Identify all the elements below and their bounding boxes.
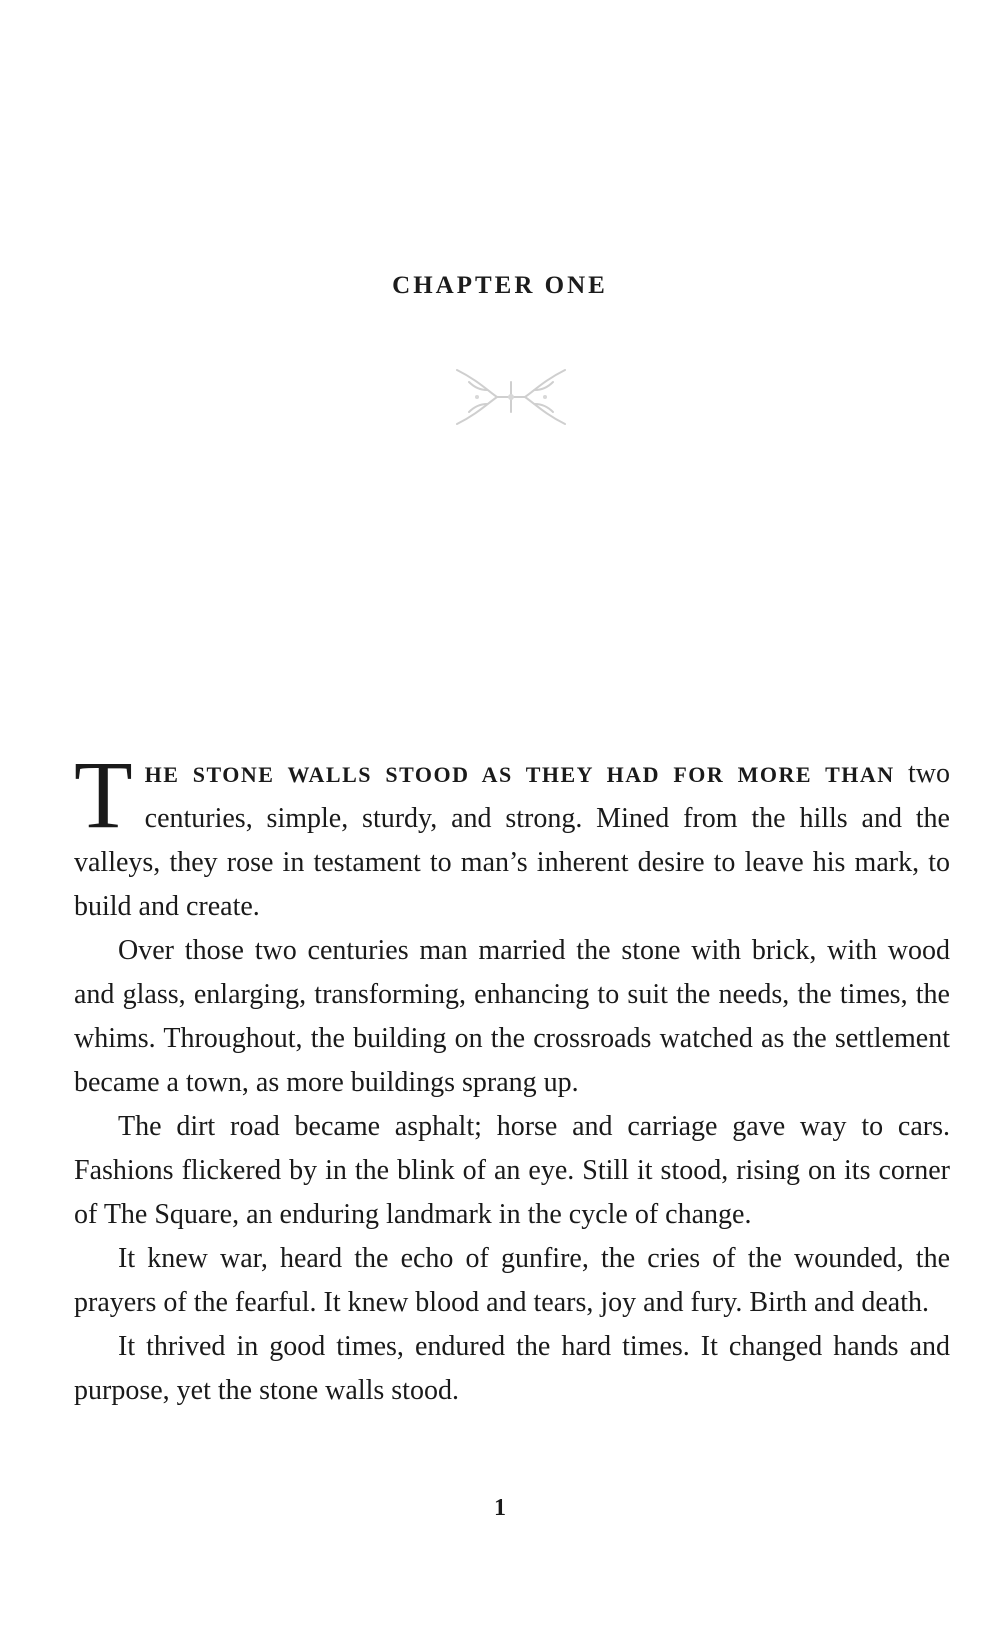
paragraph-3: The dirt road became asphalt; horse and carriage gave way to cars. Fashions flickered by in the blink of an eye. Still it stood, rising on its corner of The Square, an enduring landmark in the cycle of change. [74, 1111, 950, 1230]
chapter-title: CHAPTER ONE [392, 272, 608, 299]
paragraph-1 [74, 741, 951, 929]
paragraph-4: It knew war, heard the echo of gunfire, the cries of the wounded, the prayers of the fearful. It knew blood and tears, joy and fury. Birth and death. [74, 1243, 950, 1318]
page-number: 1 [494, 1495, 506, 1521]
paragraph-2: Over those two centuries man married the stone with brick, with wood and glass, enlarging, transforming, enhancing to suit the needs, the times, the whims. Throughout, the building on the crossroads watched as the settlement became a town, as more buildings sprang up. [74, 935, 950, 1098]
lead-in-small-caps: HE STONE WALLS STOOD AS THEY HAD FOR MORE THAN [144, 762, 895, 787]
ornament-icon [447, 360, 575, 434]
paragraph-5: It thrived in good times, endured the hard times. It changed hands and purpose, yet the stone walls stood. [74, 1331, 950, 1406]
paragraph-1-text: two centuries, simple, sturdy, and strong. Mined from the hills and the valleys, they rose in testament to man’s inherent desire to leave his mark, to build and create. [74, 758, 951, 922]
chapter-body [74, 741, 951, 1413]
drop-cap: T [74, 741, 133, 848]
